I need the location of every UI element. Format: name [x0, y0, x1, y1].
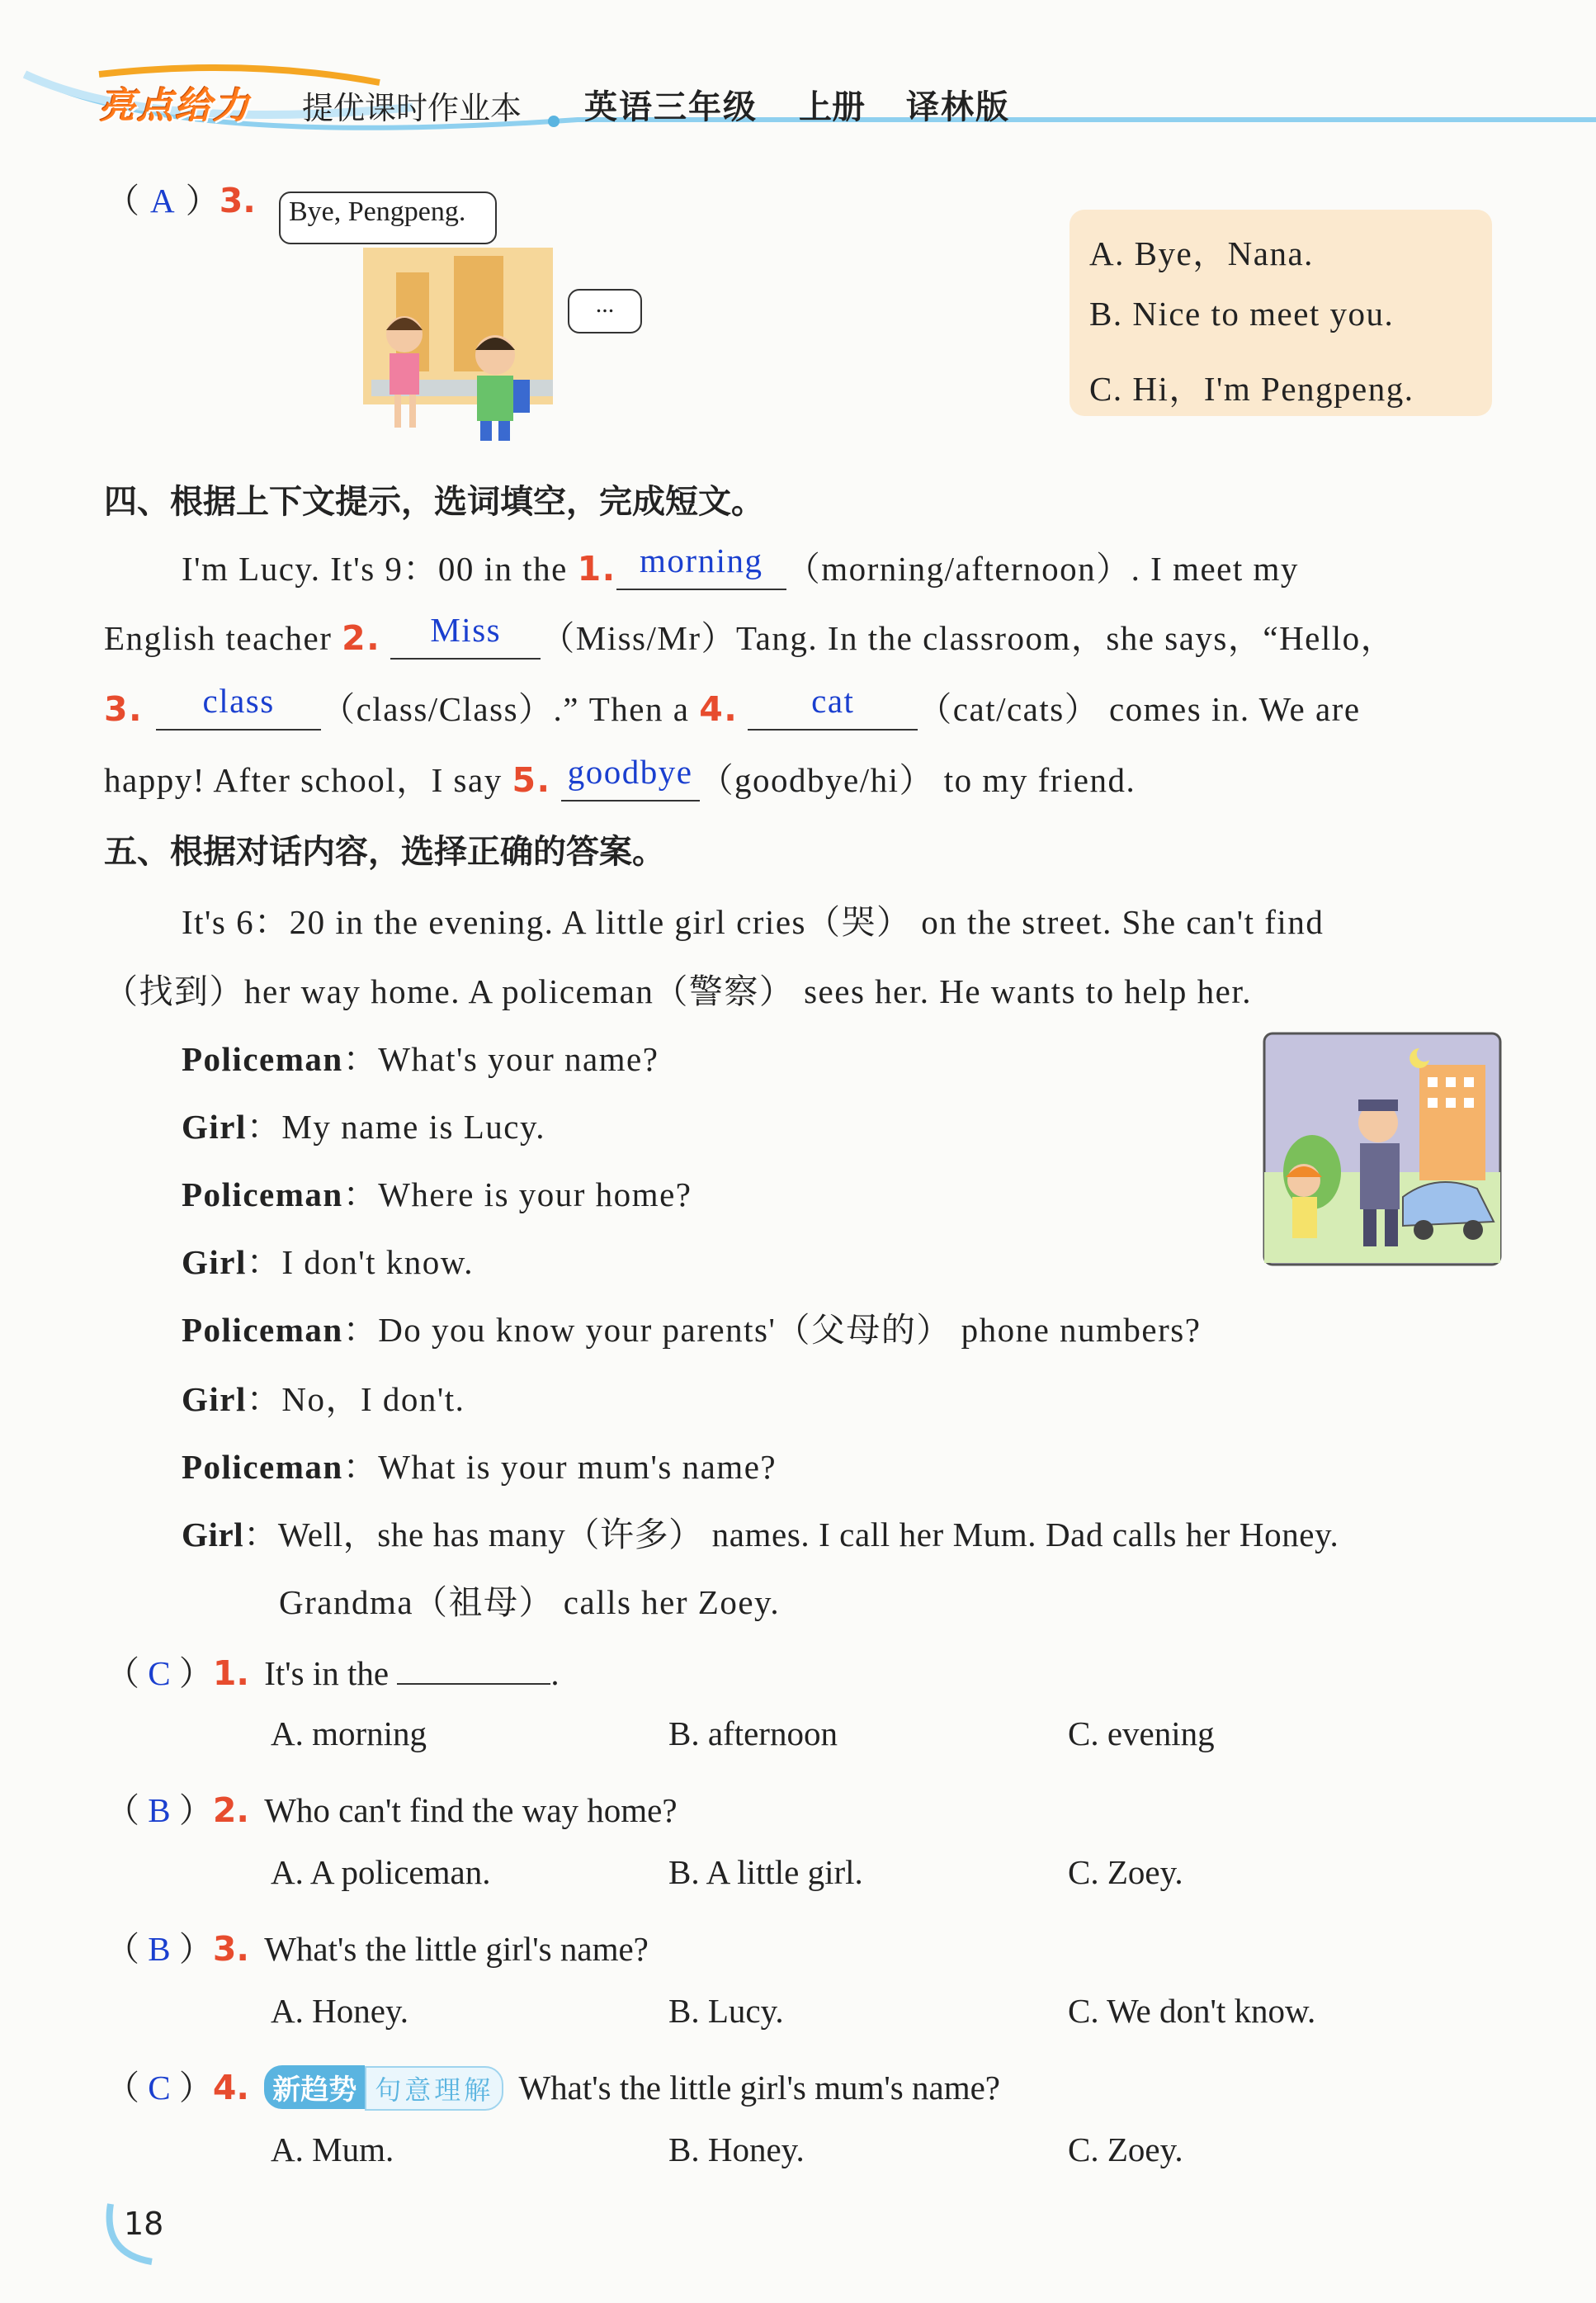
answer-2: B	[148, 1791, 171, 1829]
speaker: Policeman	[182, 1448, 343, 1486]
question-text: Who can't find the way home?	[264, 1791, 678, 1829]
passage-text: happy! After school，I say	[104, 761, 512, 799]
dialogue-line	[182, 1167, 692, 1216]
question-number: 4.	[212, 2068, 249, 2107]
section-5-title: 五、根据对话内容，选择正确的答案。	[104, 833, 665, 871]
speech-bubble-1	[279, 192, 497, 244]
speaker: Policeman	[182, 1311, 343, 1349]
dialogue-line	[182, 1372, 465, 1421]
passage-text: I'm Lucy. It's 9：00 in the	[182, 550, 578, 588]
option-a: A. Mum.	[271, 2130, 394, 2168]
volume-title: 上册	[799, 88, 865, 126]
passage-text: （morning/afternoon）. I meet my	[786, 550, 1299, 588]
blank-answer: cat	[811, 682, 855, 720]
blank-4[interactable]	[748, 682, 918, 731]
trend-badge: 新趋势	[264, 2065, 365, 2109]
intro-line-2: （找到）her way home. A policeman（警察） sees her. He wants to help her.	[104, 972, 1253, 1010]
speaker: Girl	[182, 1380, 247, 1418]
question-blank[interactable]	[397, 1652, 550, 1685]
question-tail: .	[550, 1654, 560, 1692]
passage-line-3	[104, 682, 1361, 731]
blank-answer: goodbye	[567, 753, 693, 791]
question-number: 1.	[212, 1653, 249, 1693]
separator: ：	[246, 1380, 282, 1418]
dialogue-line	[182, 1235, 474, 1284]
policeman-scene-illustration-icon	[1263, 1032, 1502, 1266]
passage-text: （cat/cats） comes in. We are	[918, 690, 1361, 728]
question-2: （ B ）2. Who can't find the way home?	[106, 1790, 678, 1830]
speaker: Girl	[182, 1516, 244, 1553]
blank-2[interactable]	[390, 611, 541, 660]
answer-3: A	[150, 182, 175, 220]
blank-number: 1.	[577, 549, 616, 589]
dot-icon	[548, 116, 560, 127]
bubble-text: ...	[595, 291, 615, 318]
question-3: （ B ）3. What's the little girl's name?	[106, 1929, 649, 1969]
separator: ：	[342, 1040, 379, 1078]
question-number: 2.	[212, 1790, 249, 1830]
speaker: Policeman	[182, 1175, 343, 1213]
option-b: B. Lucy.	[668, 1992, 784, 2030]
blank-3[interactable]	[156, 682, 321, 731]
utterance: What's your name?	[378, 1040, 659, 1078]
dialogue-line	[182, 1099, 545, 1148]
passage-line-2	[104, 611, 1395, 660]
page-number: 18	[124, 2206, 164, 2242]
question-number: 3.	[212, 1929, 249, 1969]
dialogue-line	[182, 1032, 659, 1081]
series-title: 提优课时作业本	[302, 90, 522, 126]
question-number: 3.	[219, 181, 256, 220]
utterance: Do you know your parents'（父母的） phone numbers?	[378, 1311, 1202, 1349]
passage-line-1	[182, 541, 1299, 590]
separator: ：	[342, 1175, 379, 1213]
passage-text: English teacher	[104, 619, 342, 657]
utterance: I don't know.	[281, 1243, 475, 1281]
school-scene-illustration-icon	[355, 239, 561, 446]
bubble-text: Bye, Pengpeng.	[289, 196, 466, 227]
option-a: A. A policeman.	[271, 1853, 491, 1891]
question-1: （ C ）1. It's in the .	[106, 1653, 560, 1693]
dialogue-line	[182, 1507, 1339, 1556]
blank-5[interactable]	[561, 753, 700, 802]
comprehension-badge: 句意理解	[365, 2066, 503, 2111]
speaker: Policeman	[182, 1040, 343, 1078]
separator: ：	[342, 1448, 379, 1486]
blank-1[interactable]	[616, 541, 786, 590]
blank-answer: morning	[640, 541, 763, 579]
question-text: It's in the	[264, 1654, 390, 1692]
blank-answer: class	[202, 682, 275, 720]
passage-text: （class/Class）.” Then a	[321, 690, 700, 728]
option-b: B. A little girl.	[668, 1853, 863, 1891]
question-text: What's the little girl's mum's name?	[518, 2069, 1000, 2107]
intro-line-1: It's 6：20 in the evening. A little girl cries（哭） on the street. She can't find	[182, 903, 1324, 941]
utterance: Where is your home?	[378, 1175, 692, 1213]
question-4: （ C ）4. 新趋势 句意理解 What's the little girl's mum's name?	[106, 2060, 1000, 2111]
passage-text: （goodbye/hi） to my friend.	[699, 761, 1136, 799]
utterance: No，I don't.	[281, 1380, 465, 1418]
blank-answer: Miss	[430, 611, 502, 649]
option-c: C. Zoey.	[1068, 1853, 1183, 1891]
dialogue-continuation: Grandma（祖母） calls her Zoey.	[279, 1583, 781, 1621]
passage-line-4	[104, 753, 1136, 802]
option-a: A. Bye，Nana.	[1089, 234, 1314, 272]
answer-3: B	[148, 1930, 171, 1968]
blank-number: 4.	[699, 689, 739, 729]
option-b: B. afternoon	[668, 1714, 838, 1752]
option-b: B. Nice to meet you.	[1089, 295, 1395, 333]
answer-1: C	[148, 1654, 171, 1692]
speaker: Girl	[182, 1243, 247, 1281]
section-4-title: 四、根据上下文提示，选词填空，完成短文。	[104, 483, 764, 521]
subject-title: 英语三年级	[584, 88, 758, 126]
passage-text: （Miss/Mr）Tang. In the classroom，she says，“Hello，	[541, 619, 1396, 657]
blank-number: 5.	[512, 760, 551, 800]
utterance: Well，she has many（许多） names. I call her Mum. Dad calls her Honey.	[277, 1516, 1339, 1553]
answer-4: C	[148, 2069, 171, 2107]
option-c: C. Zoey.	[1068, 2130, 1183, 2168]
speech-bubble-2	[568, 289, 642, 333]
option-c: C. We don't know.	[1068, 1992, 1316, 2030]
speaker: Girl	[182, 1108, 247, 1146]
option-a: A. morning	[271, 1714, 427, 1752]
blank-number: 2.	[342, 618, 381, 658]
edition-title: 译林版	[906, 88, 1010, 126]
dialogue-line	[182, 1303, 1201, 1351]
option-a: A. Honey.	[271, 1992, 409, 2030]
separator: ：	[243, 1516, 278, 1553]
separator: ：	[246, 1108, 282, 1146]
option-c: C. evening	[1068, 1714, 1215, 1752]
question-text: What's the little girl's name?	[264, 1930, 649, 1968]
option-b: B. Honey.	[668, 2130, 805, 2168]
dialogue-line	[182, 1440, 777, 1488]
blank-number: 3.	[104, 689, 144, 729]
option-c: C. Hi，I'm Pengpeng.	[1089, 370, 1414, 408]
separator: ：	[246, 1243, 282, 1281]
separator: ：	[342, 1311, 379, 1349]
utterance: My name is Lucy.	[281, 1108, 546, 1146]
answer-paren: （ A ）3.	[106, 181, 256, 220]
utterance: What is your mum's name?	[378, 1448, 777, 1486]
brand-logo: 亮点给力	[99, 85, 251, 127]
